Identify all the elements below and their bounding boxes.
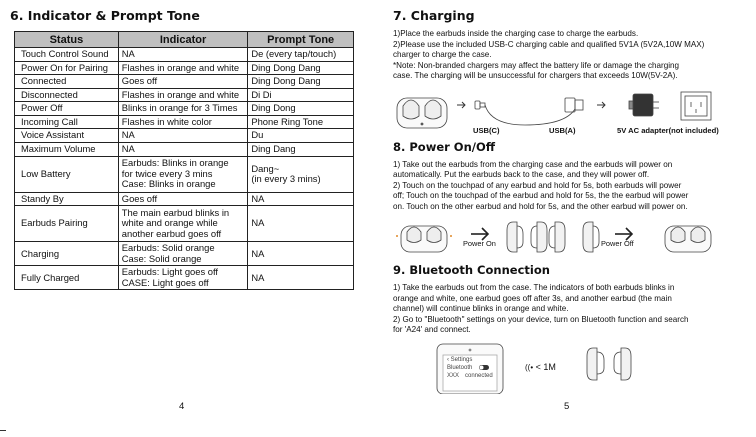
cell-text: Standy By: [21, 192, 64, 204]
indicator-cell: [118, 88, 248, 102]
label-power-off: Power Off: [601, 239, 634, 249]
cell-text: Earbuds: Blinks in orange: [121, 157, 229, 169]
table-row: [15, 142, 354, 156]
table-row: [15, 75, 354, 89]
cell-text: Du: [251, 129, 264, 141]
prompt-tone-cell: [248, 192, 354, 206]
arrow-right-icon: [457, 102, 465, 108]
bluetooth-line: 2) Go to "Bluetooth" settings on your device, turn on Bluetooth function and search: [393, 314, 689, 324]
cell-text: Earbuds: Light goes off: [121, 266, 219, 278]
bluetooth-text: [393, 283, 743, 336]
power-line: off; Touch on the touchpad of the earbud and hold for 5s, the the earbud will power: [393, 191, 689, 201]
indicator-cell: [118, 102, 248, 116]
cell-text: Disconnected: [21, 88, 78, 100]
cell-text: Case: Blinks in orange: [121, 178, 216, 190]
usb-cable-icon: [475, 98, 583, 125]
prompt-tone-cell: [248, 88, 354, 102]
indicator-cell: [118, 61, 248, 75]
status-cell: [15, 156, 119, 192]
indicator-cell: [118, 156, 248, 192]
charging-line: 2)Please use the included USB-C charging cable and qualified 5V1A (5V2A,10W MAX): [393, 39, 705, 49]
table-row: [15, 242, 354, 266]
power-line: on. Touch on the other earbud and hold for 5s, and the other earbud will power on.: [393, 201, 688, 211]
cell-text: Power On for Pairing: [21, 61, 109, 73]
charging-figure: [393, 88, 743, 140]
status-cell: [15, 115, 119, 129]
cell-text: white and orange while: [121, 217, 218, 229]
wall-socket-icon: [681, 92, 711, 120]
status-cell: [15, 142, 119, 156]
cell-text: Di Di: [251, 88, 272, 100]
charging-line: 1)Place the earbuds inside the charging case to charge the earbuds.: [393, 29, 639, 38]
cell-text: Touch Control Sound: [21, 48, 109, 59]
indicator-cell: [118, 206, 248, 242]
page-number-left: 4: [179, 401, 185, 412]
prompt-tone-cell: [248, 266, 354, 290]
cell-text: Case: Solid orange: [121, 252, 202, 264]
table-row: [15, 192, 354, 206]
cell-text: Connected: [21, 75, 67, 87]
earbud-left-icon: [587, 348, 604, 380]
cell-text: Fully Charged: [21, 271, 80, 283]
indicator-cell: [118, 142, 248, 156]
phone-device-name: XXX: [447, 372, 460, 379]
cell-text: Incoming Call: [21, 115, 78, 127]
header-prompt-tone: Prompt Tone: [248, 32, 354, 48]
cell-text: NA: [121, 48, 135, 59]
table-row: [15, 115, 354, 129]
prompt-tone-cell: [248, 156, 354, 192]
table-row: [15, 102, 354, 116]
prompt-tone-cell: [248, 242, 354, 266]
label-usb-a: USB(A): [549, 125, 576, 135]
cell-text: Charging: [21, 247, 60, 259]
charging-line: case. The charging will be unsuccessful for chargers that exceeds 10W(5V-2A).: [393, 71, 678, 81]
status-cell: [15, 102, 119, 116]
status-cell: [15, 88, 119, 102]
page-number-right: 5: [564, 401, 570, 412]
earbud-right-icon: [614, 348, 631, 380]
power-illustration: [393, 216, 743, 260]
cell-text: Earbuds: Solid orange: [121, 242, 215, 254]
table-row: [15, 48, 354, 62]
cell-text: for twice every 3 mins: [121, 167, 213, 179]
charging-line: charger to charge the case.: [393, 50, 492, 60]
right-page: [393, 8, 743, 394]
section-title-charging: 7. Charging: [393, 8, 475, 23]
cell-text: NA: [251, 271, 265, 283]
cell-text: Flashes in white color: [121, 115, 212, 127]
prompt-tone-cell: [248, 206, 354, 242]
bluetooth-line: for 'A24' and connect.: [393, 325, 471, 335]
closed-case-icon: [665, 226, 711, 252]
status-cell: [15, 48, 119, 62]
table-body: [15, 48, 354, 290]
table-row: [15, 61, 354, 75]
status-cell: [15, 206, 119, 242]
power-line: 2) Touch on the touchpad of any earbud and hold for 5s, both earbuds will power: [393, 180, 682, 190]
status-cell: [15, 75, 119, 89]
prompt-tone-cell: [248, 102, 354, 116]
prompt-tone-cell: [248, 61, 354, 75]
cell-text: NA: [121, 129, 135, 141]
cell-text: NA: [251, 217, 265, 229]
indicator-cell: [118, 48, 248, 62]
power-line: 1) Take out the earbuds from the charging case and the earbuds will power on: [393, 159, 673, 169]
cell-text: Dang~: [251, 162, 280, 174]
cell-text: Maximum Volume: [21, 142, 96, 154]
status-cell: [15, 129, 119, 143]
cell-text: Ding Dong: [251, 102, 296, 114]
bluetooth-line: orange and white, one earbud goes off after 3s, and another earbud (the main: [393, 293, 672, 303]
cell-text: Ding Dong Dang: [251, 61, 321, 73]
cell-text: another earbud goes off: [121, 228, 222, 240]
bluetooth-illustration: [393, 342, 743, 394]
table-row: [15, 266, 354, 290]
phone-bluetooth-label: Bluetooth: [447, 364, 473, 371]
label-power-on: Power On: [463, 239, 496, 249]
bluetooth-figure: [393, 342, 743, 394]
table-row: [15, 156, 354, 192]
phone-device-status: connected: [465, 372, 493, 379]
prompt-tone-cell: [248, 48, 354, 62]
distance-label: < 1M: [535, 361, 556, 372]
cell-text: Ding Dang: [251, 142, 296, 154]
indicator-cell: [118, 115, 248, 129]
cell-text: CASE: Light goes off: [121, 276, 209, 288]
charging-text: [393, 29, 743, 82]
cell-text: NA: [251, 192, 265, 204]
ac-adapter-icon: [629, 94, 659, 116]
signal-distance: [525, 362, 556, 372]
bluetooth-line: 1) Take the earbuds out from the case. The indicators of both earbuds blinks in: [393, 283, 675, 293]
earbuds-pair-icon: [507, 222, 547, 252]
open-case-icon: [396, 226, 452, 252]
indicator-cell: [118, 192, 248, 206]
table-row: [15, 88, 354, 102]
cell-text: NA: [251, 247, 265, 259]
prompt-tone-cell: [248, 142, 354, 156]
section-title-bluetooth: 9. Bluetooth Connection: [393, 263, 550, 278]
prompt-tone-cell: [248, 115, 354, 129]
table-header-row: [15, 32, 354, 48]
power-figure: [393, 216, 743, 260]
cell-text: (in every 3 mins): [251, 173, 321, 185]
status-cell: [15, 242, 119, 266]
table-row: [15, 206, 354, 242]
power-line: automatically. Put the earbuds back to the case, and they will power off.: [393, 170, 650, 180]
indicator-table: [14, 31, 354, 290]
cell-text: Ding Dong Dang: [251, 75, 321, 87]
cell-text: Flashes in orange and white: [121, 61, 240, 73]
cell-text: Voice Assistant: [21, 129, 85, 141]
header-indicator: Indicator: [118, 32, 248, 48]
section-title-indicator: 6. Indicator & Prompt Tone: [10, 8, 200, 23]
table-row: [15, 129, 354, 143]
arrow-right-icon: [597, 102, 605, 108]
toggle-icon: [479, 365, 489, 370]
section-title-power: 8. Power On/Off: [393, 139, 496, 154]
cell-text: Earbuds Pairing: [21, 217, 88, 229]
phone-settings-label: ‹ Settings: [447, 356, 473, 363]
cell-text: Power Off: [21, 102, 63, 114]
power-text: [393, 160, 743, 213]
prompt-tone-cell: [248, 129, 354, 143]
prompt-tone-cell: [248, 75, 354, 89]
status-cell: [15, 266, 119, 290]
charging-case-icon: [397, 98, 447, 128]
cell-text: Goes off: [121, 75, 158, 87]
status-cell: [15, 61, 119, 75]
indicator-cell: [118, 75, 248, 89]
signal-icon: ((•: [525, 362, 534, 372]
left-page: [10, 8, 354, 290]
cell-text: Phone Ring Tone: [251, 115, 324, 127]
indicator-cell: [118, 129, 248, 143]
indicator-cell: [118, 266, 248, 290]
status-cell: [15, 192, 119, 206]
cell-text: The main earbud blinks in: [121, 206, 230, 218]
page-edge-mark: [0, 430, 6, 431]
cell-text: Blinks in orange for 3 Times: [121, 102, 238, 114]
earbuds-pair-icon: [549, 222, 599, 252]
cell-text: NA: [121, 142, 135, 154]
header-status: Status: [15, 32, 119, 48]
bluetooth-line: channel) will continue blinks in orange and white.: [393, 304, 569, 314]
cell-text: Flashes in orange and white: [121, 88, 240, 100]
cell-text: De (every tap/touch): [251, 48, 337, 59]
charging-line: *Note: Non-branded chargers may affect the battery life or damage the charging: [393, 60, 679, 70]
label-usb-c: USB(C): [473, 125, 500, 135]
label-adapter: 5V AC adapter(not included): [617, 125, 719, 135]
cell-text: Low Battery: [21, 167, 71, 179]
cell-text: Goes off: [121, 192, 158, 204]
indicator-cell: [118, 242, 248, 266]
